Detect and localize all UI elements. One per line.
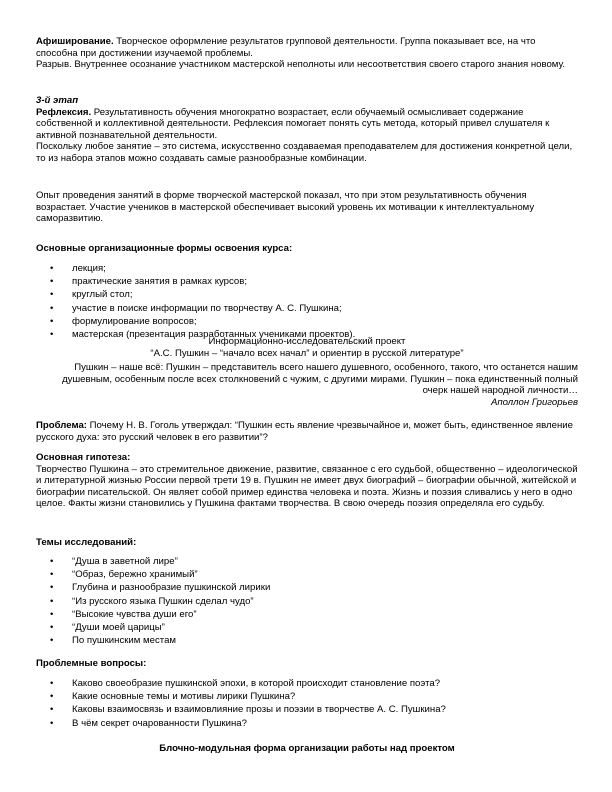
bullet-icon: • <box>50 263 54 274</box>
bullet-icon: • <box>50 621 54 633</box>
bullet-icon: • <box>50 691 54 703</box>
forms-heading: Основные организационные формы освоения курса: <box>36 243 293 254</box>
list-item-text: формулирование вопросов; <box>72 315 197 327</box>
list-item-text: Каковы взаимосвязь и взаимовлияние прозы и поэзии в творчестве А. С. Пушкина? <box>72 704 446 716</box>
epigraph-block <box>36 362 578 408</box>
list-item <box>36 556 578 569</box>
forms-list <box>36 263 578 342</box>
afishirovanie-text: Творческое оформление результатов групповой деятельности. Группа показывает все, на что способна при достижении изучаемой проблемы. <box>36 36 536 59</box>
list-item <box>36 569 578 582</box>
footer-heading: Блочно-модульная форма организации работы над проектом <box>159 743 455 754</box>
experience-section <box>36 190 578 225</box>
list-item <box>36 289 578 302</box>
list-item <box>36 276 578 289</box>
list-item-text: “Образ, бережно хранимый” <box>72 569 198 581</box>
project-line-2: “А.С. Пушкин – “начало всех начал” и ориентир в русской литературе” <box>150 347 464 359</box>
refleksiya-paragraph <box>36 107 578 142</box>
list-item <box>36 678 578 691</box>
list-item <box>36 582 578 595</box>
epigraph-author: Аполлон Григорьев <box>490 396 578 408</box>
list-item <box>36 718 578 731</box>
bullet-icon: • <box>50 635 54 647</box>
etap3-title: 3-й этап <box>36 95 79 106</box>
list-item <box>36 596 578 609</box>
etap3-section <box>36 95 578 165</box>
bullet-icon: • <box>50 328 54 340</box>
forms-section <box>36 243 578 255</box>
list-item <box>36 609 578 622</box>
footer-heading-block <box>36 743 578 755</box>
problem-text: Почему Н. В. Гоголь утверждал: “Пушкин есть явление чрезвычайное и, может быть, единственное явление русского духа: это русский человек в его развитии”? <box>36 420 573 443</box>
list-item-text: “Высокие чувства души его” <box>72 608 197 620</box>
bullet-icon: • <box>50 717 54 729</box>
list-item-text: мастерская (презентация разработанных учениками проектов). <box>72 328 356 340</box>
bullet-icon: • <box>50 302 54 314</box>
bullet-icon: • <box>50 276 54 288</box>
list-item-text: Каково своеобразие пушкинской эпохи, в которой происходит становление поэта? <box>72 678 441 689</box>
bullet-icon: • <box>50 556 54 567</box>
bullet-icon: • <box>50 315 54 327</box>
questions-list <box>36 678 578 731</box>
bullet-icon: • <box>50 704 54 716</box>
bullet-icon: • <box>50 608 54 620</box>
bullet-icon: • <box>50 289 54 301</box>
list-item <box>36 316 578 329</box>
problem-section <box>36 420 578 443</box>
bullet-icon: • <box>50 582 54 594</box>
topics-list-wrap <box>36 556 578 648</box>
razryv-paragraph: Разрыв. Внутреннее осознание участником мастерской неполноты или несоответствия своего старого знания новому. <box>36 59 565 71</box>
questions-section <box>36 658 578 670</box>
list-item <box>36 263 578 276</box>
list-item-text: Какие основные темы и мотивы лирики Пушкина? <box>72 691 296 703</box>
list-item <box>36 704 578 717</box>
bullet-icon: • <box>50 678 54 689</box>
forms-list-wrap <box>36 263 578 342</box>
list-item-text: практические занятия в рамках курсов; <box>72 276 248 288</box>
etap3-paragraph-2: Поскольку любое занятие – это система, искусственно создаваемая преподавателем для достижения конкретной цели, то из набора этапов можно создавать самые разнообразные комбинации. <box>36 141 573 164</box>
list-item-text: “Душа в заветной лире” <box>72 556 178 567</box>
afishirovanie-paragraph <box>36 36 578 59</box>
refleksiya-term: Рефлексия. <box>36 106 92 118</box>
questions-heading: Проблемные вопросы: <box>36 658 147 669</box>
refleksiya-text: Результативность обучения многократно возрастает, если обучаемый осмысливает содержание собственной и коллективной деятельности. Рефлексия помогает понять суть метода, который привел слушателя к активной познавательной деятельности. <box>36 106 550 141</box>
experience-paragraph: Опыт проведения занятий в форме творческой мастерской показал, что при этом результативность обучения возрастает. Участие учеников в мастерской обеспечивает высокий уровень их мотивации к интеллектуальному саморазвитию. <box>36 190 535 225</box>
list-item-text: “Из русского языка Пушкин сделал чудо” <box>72 595 254 607</box>
topics-heading: Темы исследований: <box>36 537 137 548</box>
list-item-text: В чём секрет очарованности Пушкина? <box>72 717 247 729</box>
list-item-text: По пушкинским местам <box>72 635 176 647</box>
bullet-icon: • <box>50 569 54 581</box>
epigraph-quote: Пушкин – наше всё: Пушкин – представитель всего нашего душевного, особенного, такого, что останется нашим душевным, особенным после всех столкновений с чужим, с другими мирами. Пушкин – пока единственный полный очерк нашей народной личности… <box>62 362 578 397</box>
topics-section <box>36 537 578 549</box>
project-line-1: Информационно-исследовательский проект <box>208 336 406 347</box>
problem-paragraph <box>36 420 578 443</box>
afishirovanie-section <box>36 36 578 71</box>
list-item-text: “Души моей царицы” <box>72 621 165 633</box>
list-item <box>36 635 578 648</box>
list-item-text: круглый стол; <box>72 289 133 301</box>
bullet-icon: • <box>50 595 54 607</box>
list-item <box>36 622 578 635</box>
hypothesis-heading: Основная гипотеза: <box>36 452 131 463</box>
list-item <box>36 691 578 704</box>
hypothesis-paragraph: Творчество Пушкина – это стремительное движение, развитие, связанное с его судьбой, общественно – идеологической и литературной жизнью России первой трети 19 в. Пушкин не имеет двух биографий – биографии обычной, житейской и биографии писательской. Он являет собой пример единства человека и поэта. Жизнь и поэзия сливались у него в одно целое. Факты жизни становились у Пушкина фактами творчества. В свою очередь поэзия определяла его судьбу. <box>36 463 578 510</box>
afishirovanie-term: Афиширование. <box>36 36 114 47</box>
list-item <box>36 303 578 316</box>
list-item-text: Глубина и разнообразие пушкинской лирики <box>72 582 271 594</box>
problem-term: Проблема: <box>36 420 87 431</box>
questions-list-wrap <box>36 678 578 731</box>
topics-list <box>36 556 578 648</box>
project-title-block <box>36 336 578 359</box>
list-item-text: лекция; <box>72 263 106 274</box>
list-item-text: участие в поиске информации по творчеству А. С. Пушкина; <box>72 302 342 314</box>
hypothesis-section <box>36 452 578 510</box>
